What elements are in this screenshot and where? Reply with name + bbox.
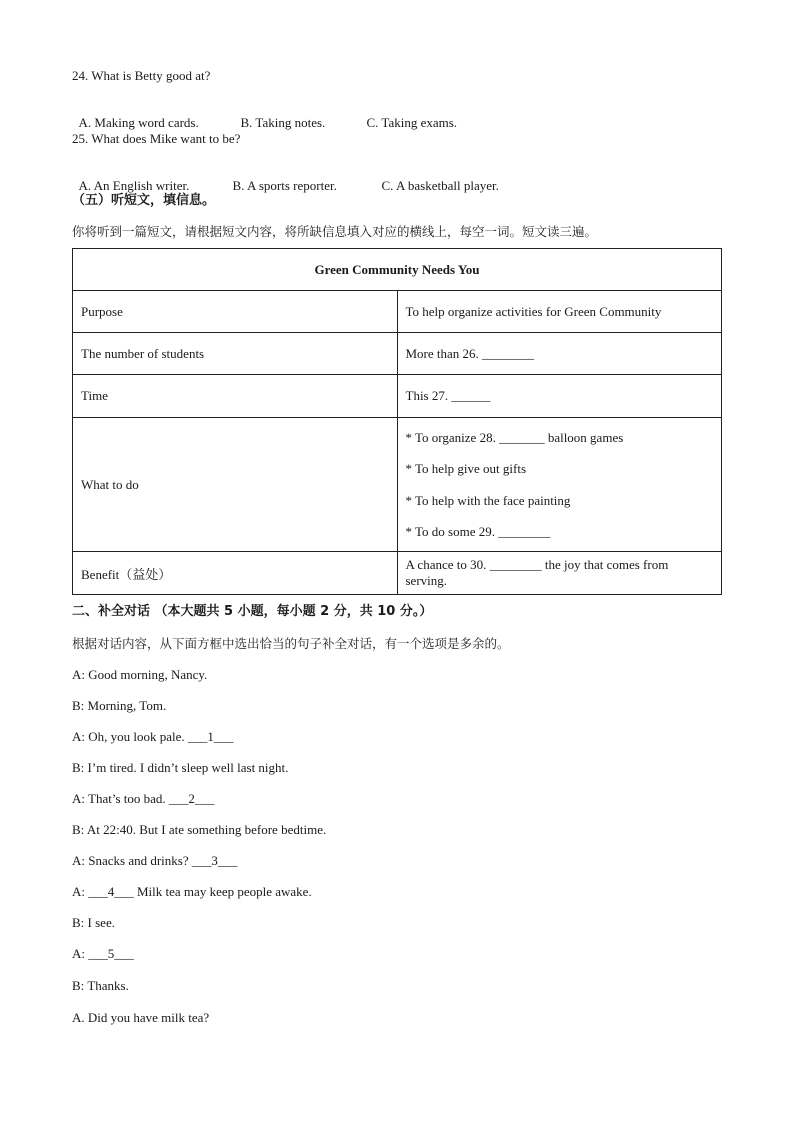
dialogue-text: Oh, you look pale. [88,729,185,744]
speaker: B: [72,698,85,713]
dialogue-line [72,729,233,745]
dialogue-line [72,915,115,931]
option-a-sentence: A. Did you have milk tea? [72,1010,210,1025]
table-row [73,552,722,595]
todo-item: * To organize 28. _______ balloon games [405,429,624,445]
option-b: B. A sports reporter. [232,178,337,193]
dialogue-line [72,698,166,714]
speaker: A: [72,884,85,899]
row-label: What to do [73,418,398,552]
speaker: B: [72,978,85,993]
dialogue-text: Milk tea may keep people awake. [137,884,312,899]
speaker: B: [72,915,85,930]
table-row [73,333,722,375]
question-25-options [72,162,499,194]
table-title: Green Community Needs You [73,249,722,291]
row-label: Time [73,375,398,418]
dialogue-line [72,791,214,807]
row-label: Purpose [73,291,398,333]
speaker: A: [72,667,85,682]
dialogue-line [72,884,312,900]
speaker: A: [72,946,85,961]
option-a: A. Making word cards. [78,115,199,130]
answer-blank[interactable]: ___4___ [88,884,134,899]
section-instruction: 你将听到一篇短文，请根据短文内容，将所缺信息填入对应的横线上，每空一词。短文读三遍。 [72,224,598,239]
answer-blank[interactable]: ___1___ [187,729,234,744]
dialogue-text: Thanks. [87,978,129,993]
dialogue-line [72,760,288,776]
option-b: B. Taking notes. [240,115,326,130]
table-row [73,291,722,333]
answer-blank[interactable]: ___2___ [168,791,215,806]
option-c: C. A basketball player. [381,178,499,193]
todo-item: * To help give out gifts [405,461,527,476]
todo-item: * To help with the face painting [405,492,571,508]
dialogue-text: Morning, Tom. [87,698,167,713]
dialogue-line [72,978,129,994]
dialogue-text: At 22:40. But I ate something before bedtime. [86,822,327,837]
row-value: This 27. ______ [397,375,722,418]
dialogue-text: Good morning, Nancy. [88,667,208,682]
info-table [72,248,722,595]
table-row [73,418,722,552]
row-label: The number of students [73,333,398,375]
dialogue-line [72,946,134,962]
dialogue-text: I’m tired. I didn’t sleep well last night. [87,760,289,775]
table-row [73,375,722,418]
speaker: A: [72,791,85,806]
todo-item: * To do some 29. ________ [405,524,551,539]
answer-blank[interactable]: ___5___ [88,946,134,961]
row-value: To help organize activities for Green Community [397,291,722,333]
dialogue-text: That’s too bad. [88,791,166,806]
dialogue-line [72,853,237,869]
speaker: A: [72,729,85,744]
dialogue-text: Snacks and drinks? [88,853,189,868]
option-c: C. Taking exams. [366,115,458,130]
dialogue-line [72,822,326,838]
row-label: Benefit（益处） [73,552,398,595]
row-value-list [397,418,722,552]
row-value: A chance to 30. ________ the joy that comes from serving. [397,552,722,595]
question-25: 25. What does Mike want to be? [72,131,241,146]
dialogue-text: I see. [87,915,115,930]
answer-blank[interactable]: ___3___ [191,853,238,868]
row-value: More than 26. ________ [397,333,722,375]
part-heading: 二、补全对话 （本大题共 5 小题，每小题 2 分，共 10 分。） [72,604,433,619]
question-24: 24. What is Betty good at? [72,68,211,83]
speaker: A: [72,853,85,868]
question-24-options [72,99,457,131]
section-heading: （五）听短文，填信息。 [72,193,216,208]
part-instruction: 根据对话内容，从下面方框中选出恰当的句子补全对话，有一个选项是多余的。 [72,636,510,651]
speaker: B: [72,822,85,837]
dialogue-line [72,667,207,683]
speaker: B: [72,760,85,775]
option-a: A. An English writer. [78,178,190,193]
